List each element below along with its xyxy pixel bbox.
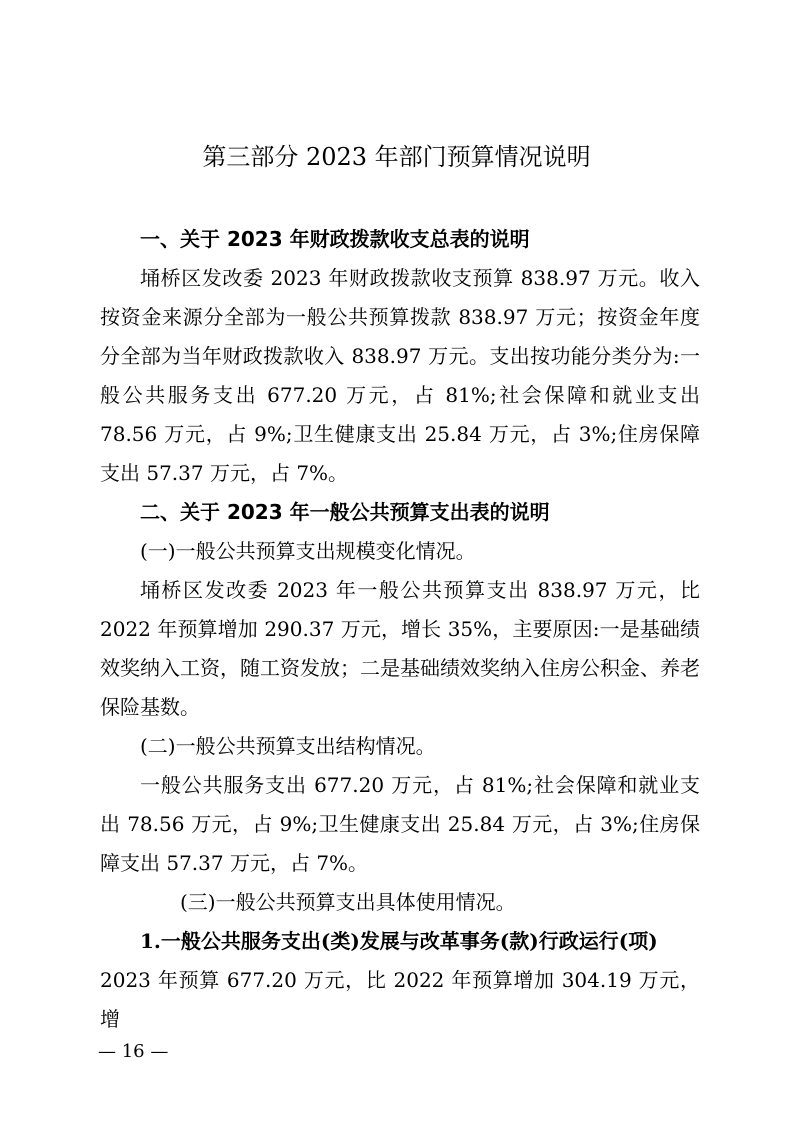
section-2-paragraph-2: 一般公共服务支出 677.20 万元，占 81%;社会保障和就业支出 78.56 万元，占 9%;卫生健康支出 25.84 万元，占 3%;住房保障支出 57.37 万元，占 7%。 [100, 773, 700, 875]
page-title: 第三部分 2023 年部门预算情况说明 [202, 143, 591, 171]
section-2-heading: 二、关于 2023 年一般公共预算支出表的说明 [140, 500, 550, 524]
section-2-subheading-1: (一)一般公共预算支出规模变化情况。 [140, 539, 476, 563]
page-number: — 16 — [98, 1041, 169, 1062]
section-1-heading: 一、关于 2023 年财政拨款收支总表的说明 [140, 227, 530, 251]
section-2-subheading-2: (二)一般公共预算支出结构情况。 [140, 734, 436, 758]
section-1-paragraph: 埇桥区发改委 2023 年财政拨款收支预算 838.97 万元。收入按资金来源分全部为一般公共预算拨款 838.97 万元；按资金年度分全部为当年财政拨款收入 838.97 万元。支出按功能分类分为:一般公共服务支出 677.20 万元，占 81%;社会保障和就业支出 78.56 万元，占 9%;卫生健康支出 25.84 万元，占 3%;住房保障支出 57.37 万元，占 7%。 [100, 266, 700, 485]
item-1-paragraph: 2023 年预算 677.20 万元，比 2022 年预算增加 304.19 万元，增 [100, 968, 700, 1031]
document-body [100, 220, 700, 1039]
item-1-heading: 1.一般公共服务支出(类)发展与改革事务(款)行政运行(项) [140, 929, 658, 953]
section-2-subheading-3: (三)一般公共预算支出具体使用情况。 [180, 890, 516, 914]
section-2-paragraph-1: 埇桥区发改委 2023 年一般公共预算支出 838.97 万元，比 2022 年预算增加 290.37 万元，增长 35%，主要原因:一是基础绩效奖纳入工资，随工资发放；二是基础绩效奖纳入住房公积金、养老保险基数。 [100, 578, 700, 719]
